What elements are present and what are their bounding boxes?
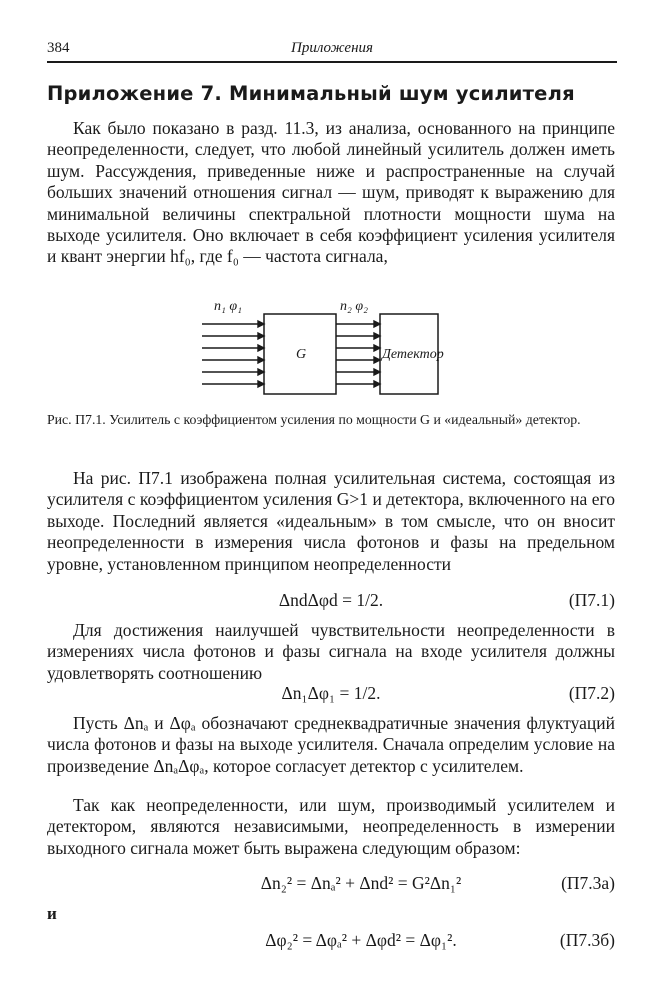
running-head: Приложения [290, 40, 373, 56]
header-rule [47, 61, 617, 63]
conjunction: и [47, 904, 57, 923]
equation-body: Δφ₂² = Δφₐ² + Δφd² = Δφ₁². [265, 930, 457, 950]
input-label: n₁ φ₁ [214, 299, 242, 314]
caption-label: Рис. П7.1. [47, 412, 106, 427]
equation-body: Δn₁Δφ₁ = 1/2. [281, 683, 381, 703]
equation-body: ΔndΔφd = 1/2. [278, 590, 384, 610]
equation-p7-2 [47, 683, 615, 707]
figure-caption [47, 411, 615, 429]
equation-number: (П7.2) [568, 683, 615, 703]
equation-body: Δn₂² = Δnₐ² + Δnd² = G²Δn₁² [260, 873, 462, 893]
paragraph-sensitivity: Для достижения наилучшей чувствительности неопределенности в измерениях числа фотонов и фазы сигнала на входе усилителя должны удовлетворять соотношению [47, 620, 615, 683]
equation-number: (П7.3а) [561, 873, 615, 893]
paragraph-fluctuations: Пусть Δnₐ и Δφₐ обозначают среднеквадратичные значения флуктуаций числа фотонов и фазы на выходе усилителя. Сначала определим условие на произведение ΔnₐΔφₐ, которое согласует детектор с усилителем. [47, 713, 615, 776]
amplifier-label: G [296, 347, 307, 362]
equation-number: (П7.3б) [559, 930, 615, 950]
page-header [47, 40, 617, 62]
figure-amplifier-diagram [200, 298, 450, 402]
caption-text: Усилитель с коэффициентом усиления по мощности G и «идеальный» детектор. [109, 412, 581, 427]
equation-p7-1 [47, 590, 615, 614]
equation-p7-3a [47, 873, 615, 897]
page-number: 384 [47, 40, 70, 56]
output-label: n₂ φ₂ [340, 299, 368, 314]
paragraph-noise: Так как неопределенности, или шум, производимый усилителем и детектором, являются независимыми, неопределенность в измерении выходного сигнала может быть выражена следующим образом: [47, 795, 615, 858]
input-arrows [202, 321, 264, 387]
equation-number: (П7.1) [568, 590, 615, 610]
detector-label: Детектор [382, 347, 444, 362]
equation-p7-3b [47, 930, 615, 954]
section-title: Приложение 7. Минимальный шум усилителя [47, 82, 575, 105]
paragraph-system: На рис. П7.1 изображена полная усилительная система, состоящая из усилителя с коэффициентом усиления G>1 и детектора, включенного на его выходе. Последний является «идеальным» в том смысле, что он вносит неопределенности в измерения числа фотонов и фазы на предельном уровне, установленном принципом неопределенности [47, 468, 615, 574]
paragraph-intro: Как было показано в разд. 11.3, из анализа, основанного на принципе неопределенности, следует, что любой линейный усилитель должен иметь шум. Рассуждения, приведенные ниже и распространенные на случай больших значений отношения сигнал — шум, приводят к выражению для минимальной величины спектральной плотности мощности шума на выходе усилителя. Оно включает в себя коэффициент усиления усилителя и квант энергии hf₀, где f₀ — частота сигнала, [47, 118, 615, 267]
output-arrows [336, 321, 380, 387]
